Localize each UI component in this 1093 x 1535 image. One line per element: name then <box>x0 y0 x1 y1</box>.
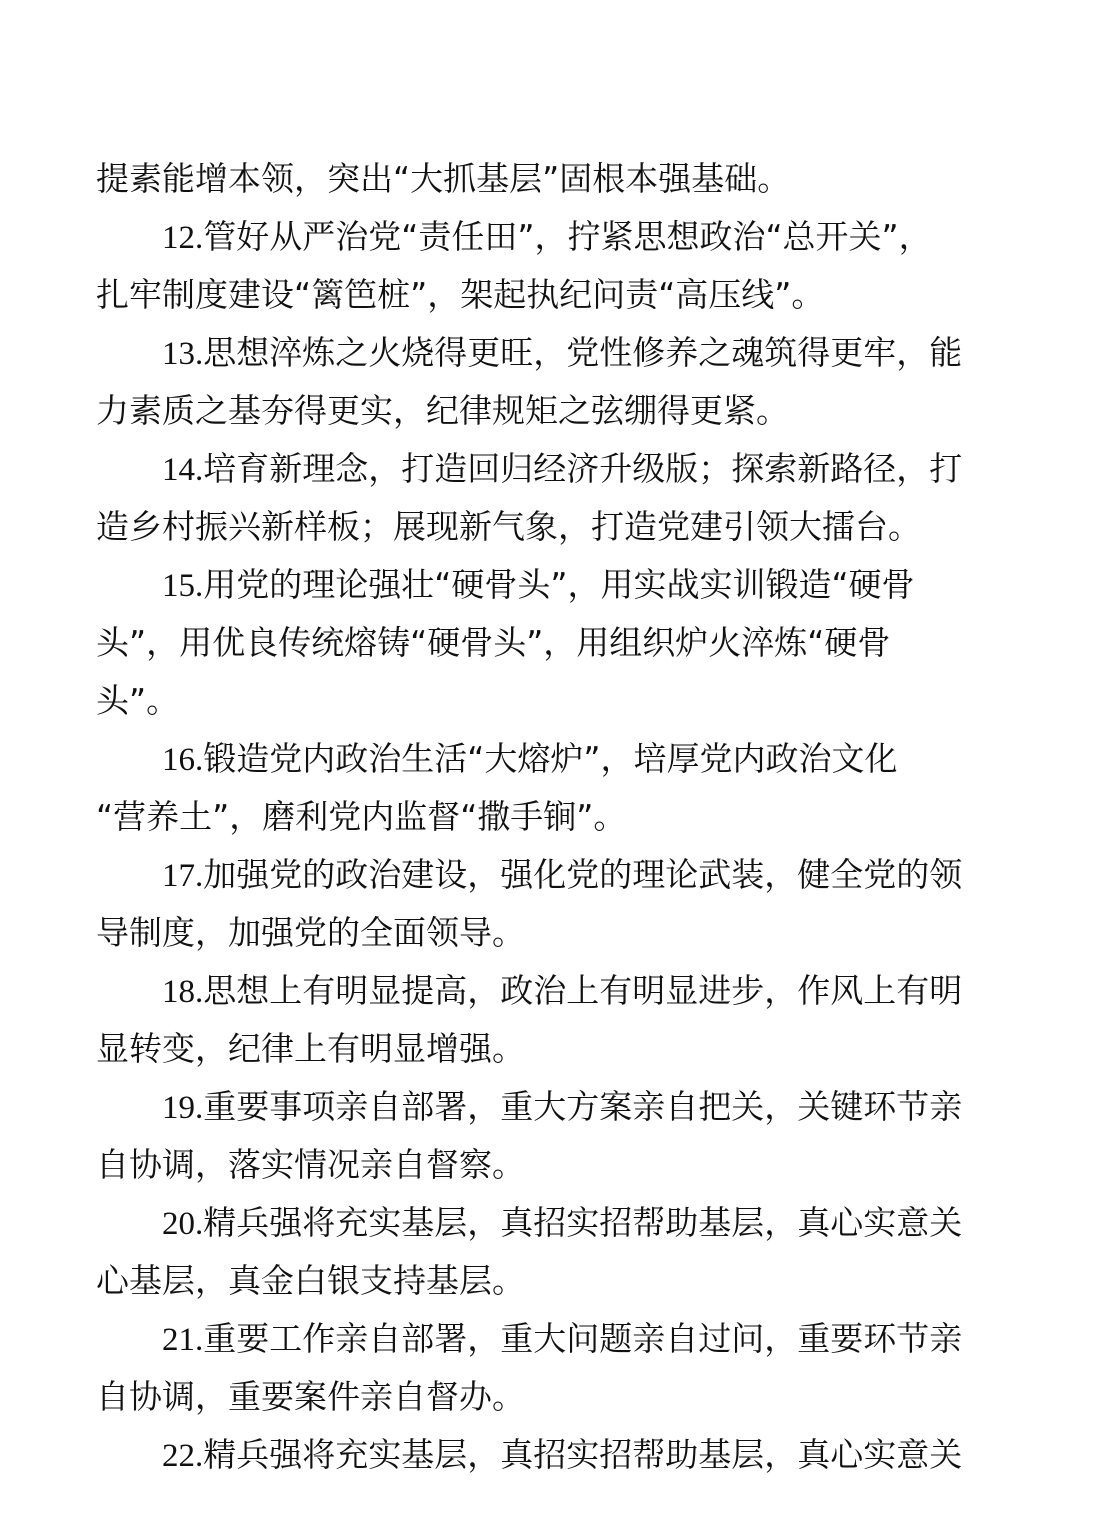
line-text: 思想上有明显提高，政治上有明显进步，作风上有明 <box>203 971 963 1010</box>
line-text: 精兵强将充实基层，真招实招帮助基层，真心实意关 <box>203 1435 963 1474</box>
text-line <box>96 498 1016 556</box>
line-text: 锻造党内政治生活“大熔炉”，培厚党内政治文化 <box>203 739 898 778</box>
item-number: 13. <box>162 336 204 372</box>
text-line <box>96 1368 1016 1426</box>
list-item-15 <box>162 556 1022 614</box>
line-text: 加强党的政治建设，强化党的理论武装，健全党的领 <box>203 855 963 894</box>
text-line <box>96 788 1016 846</box>
line-text: 管好从严治党“责任田”，拧紧思想政治“总开关”， <box>203 217 932 256</box>
list-item-14 <box>162 440 1022 498</box>
list-item-17 <box>162 846 1022 904</box>
text-line <box>96 266 1016 324</box>
line-text: 造乡村振兴新样板；展现新气象，打造党建引领大擂台。 <box>96 507 921 546</box>
line-text: 用党的理论强壮“硬骨头”，用实战实训锻造“硬骨 <box>203 565 915 604</box>
line-text: 培育新理念，打造回归经济升级版；探索新路径，打 <box>203 449 963 488</box>
text-line <box>96 150 1016 208</box>
line-text: 头”。 <box>96 681 180 720</box>
item-number: 20. <box>162 1206 204 1242</box>
item-number: 19. <box>162 1090 204 1126</box>
line-text: “营养土”，磨利党内监督“撒手锏”。 <box>96 797 627 836</box>
line-text: 扎牢制度建设“篱笆桩”，架起执纪问责“高压线”。 <box>96 275 825 314</box>
text-line <box>96 672 1016 730</box>
item-number: 17. <box>162 858 204 894</box>
list-item-12 <box>162 208 1022 266</box>
list-item-19 <box>162 1078 1022 1136</box>
line-text: 心基层，真金白银支持基层。 <box>96 1261 525 1300</box>
line-text: 自协调，落实情况亲自督察。 <box>96 1145 525 1184</box>
text-line <box>96 382 1016 440</box>
line-text: 显转变，纪律上有明显增强。 <box>96 1029 525 1068</box>
item-number: 16. <box>162 742 204 778</box>
item-number: 12. <box>162 220 204 256</box>
list-item-18 <box>162 962 1022 1020</box>
line-text: 精兵强将充实基层，真招实招帮助基层，真心实意关 <box>203 1203 963 1242</box>
text-line <box>96 1020 1016 1078</box>
line-text: 重要工作亲自部署，重大问题亲自过问，重要环节亲 <box>203 1319 963 1358</box>
line-text: 导制度，加强党的全面领导。 <box>96 913 525 952</box>
list-item-13 <box>162 324 1022 382</box>
line-text: 头”，用优良传统熔铸“硬骨头”，用组织炉火淬炼“硬骨 <box>96 623 891 662</box>
item-number: 18. <box>162 974 204 1010</box>
text-line <box>96 1136 1016 1194</box>
line-text: 重要事项亲自部署，重大方案亲自把关，关键环节亲 <box>203 1087 963 1126</box>
item-number: 15. <box>162 568 204 604</box>
text-line <box>96 1252 1016 1310</box>
line-text: 思想淬炼之火烧得更旺，党性修养之魂筑得更牢，能 <box>203 333 963 372</box>
list-item-16 <box>162 730 1022 788</box>
list-item-22 <box>162 1426 1022 1484</box>
line-text: 提素能增本领，突出“大抓基层”固根本强基础。 <box>96 159 791 198</box>
item-number: 22. <box>162 1438 204 1474</box>
text-line <box>96 614 1016 672</box>
list-item-21 <box>162 1310 1022 1368</box>
list-item-20 <box>162 1194 1022 1252</box>
line-text: 力素质之基夯得更实，纪律规矩之弦绷得更紧。 <box>96 391 789 430</box>
item-number: 21. <box>162 1322 204 1358</box>
item-number: 14. <box>162 452 204 488</box>
text-line <box>96 904 1016 962</box>
line-text: 自协调，重要案件亲自督办。 <box>96 1377 525 1416</box>
